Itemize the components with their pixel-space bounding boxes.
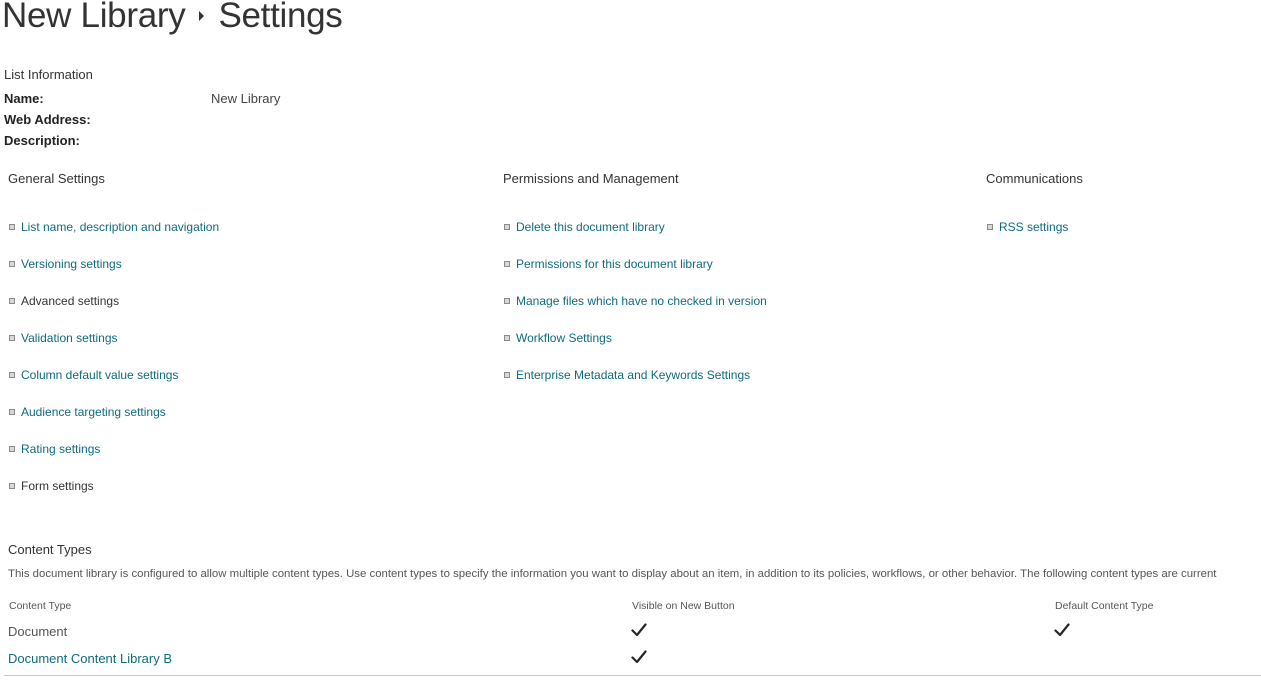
square-bullet-icon (9, 335, 15, 341)
general-settings-item (9, 368, 178, 382)
list-name-description-navigation-link[interactable]: List name, description and navigation (21, 220, 220, 234)
web-address-row (4, 112, 211, 127)
content-type-column-header: Content Type (9, 600, 72, 612)
square-bullet-icon (9, 224, 15, 230)
advanced-settings-link[interactable]: Advanced settings (21, 294, 120, 308)
square-bullet-icon (9, 483, 15, 489)
square-bullet-icon (9, 372, 15, 378)
communications-heading: Communications (986, 171, 1083, 186)
permissions-item (504, 257, 713, 271)
general-settings-item (9, 331, 118, 345)
audience-targeting-settings-link[interactable]: Audience targeting settings (21, 405, 166, 419)
square-bullet-icon (9, 446, 15, 452)
square-bullet-icon (504, 224, 510, 230)
permissions-item (504, 220, 665, 234)
general-settings-heading: General Settings (8, 171, 105, 186)
content-type-name (8, 651, 172, 666)
column-default-value-settings-link[interactable]: Column default value settings (21, 368, 179, 382)
content-type-name: Document (8, 624, 68, 639)
document-content-library-b-link[interactable]: Document Content Library B (8, 651, 173, 666)
permissions-item (504, 294, 767, 308)
square-bullet-icon (504, 261, 510, 267)
list-name-value: New Library (211, 91, 281, 106)
general-settings-item (9, 405, 166, 419)
visible-on-new-button-column-header: Visible on New Button (632, 600, 735, 612)
general-settings-item (9, 220, 219, 234)
general-settings-item (9, 442, 100, 456)
form-settings-link[interactable]: Form settings (21, 479, 94, 493)
content-types-description: This document library is configured to allow multiple content types. Use content types to specify the information you want to display about an item, in addition to its policies, workflows, or other behavior. The following content types are current (8, 568, 1217, 580)
square-bullet-icon (987, 224, 993, 230)
rating-settings-link[interactable]: Rating settings (21, 442, 101, 456)
square-bullet-icon (504, 298, 510, 304)
permissions-management-heading: Permissions and Management (503, 171, 679, 186)
delete-document-library-link[interactable]: Delete this document library (516, 220, 665, 234)
permissions-item (504, 368, 750, 382)
checkmark-icon (631, 623, 647, 637)
list-name-label: Name: (4, 91, 44, 106)
checkmark-icon (631, 650, 647, 664)
rss-settings-link[interactable]: RSS settings (999, 220, 1069, 234)
workflow-settings-link[interactable]: Workflow Settings (516, 331, 612, 345)
description-label: Description: (4, 133, 80, 148)
enterprise-metadata-keywords-link[interactable]: Enterprise Metadata and Keywords Settings (516, 368, 751, 382)
permissions-item (504, 331, 612, 345)
general-settings-item (9, 479, 94, 493)
square-bullet-icon (9, 409, 15, 415)
general-settings-item (9, 294, 119, 308)
default-content-type-column-header: Default Content Type (1055, 600, 1154, 612)
validation-settings-link[interactable]: Validation settings (21, 331, 118, 345)
page-title (2, 0, 343, 36)
breadcrumb-current-page: Settings (218, 0, 343, 35)
checkmark-icon (1054, 623, 1070, 637)
square-bullet-icon (504, 372, 510, 378)
manage-unchecked-files-link[interactable]: Manage files which have no checked in version (516, 294, 767, 308)
square-bullet-icon (9, 261, 15, 267)
list-name-row (4, 91, 280, 106)
communications-item (987, 220, 1068, 234)
list-information-heading: List Information (4, 67, 93, 82)
description-row (4, 133, 211, 148)
square-bullet-icon (9, 298, 15, 304)
web-address-label: Web Address: (4, 112, 91, 127)
caret-right-icon (199, 11, 204, 21)
divider (4, 675, 1261, 676)
square-bullet-icon (504, 335, 510, 341)
breadcrumb-library-link[interactable]: New Library (2, 0, 186, 35)
permissions-document-library-link[interactable]: Permissions for this document library (516, 257, 713, 271)
general-settings-item (9, 257, 122, 271)
versioning-settings-link[interactable]: Versioning settings (21, 257, 122, 271)
content-types-heading: Content Types (8, 542, 92, 557)
